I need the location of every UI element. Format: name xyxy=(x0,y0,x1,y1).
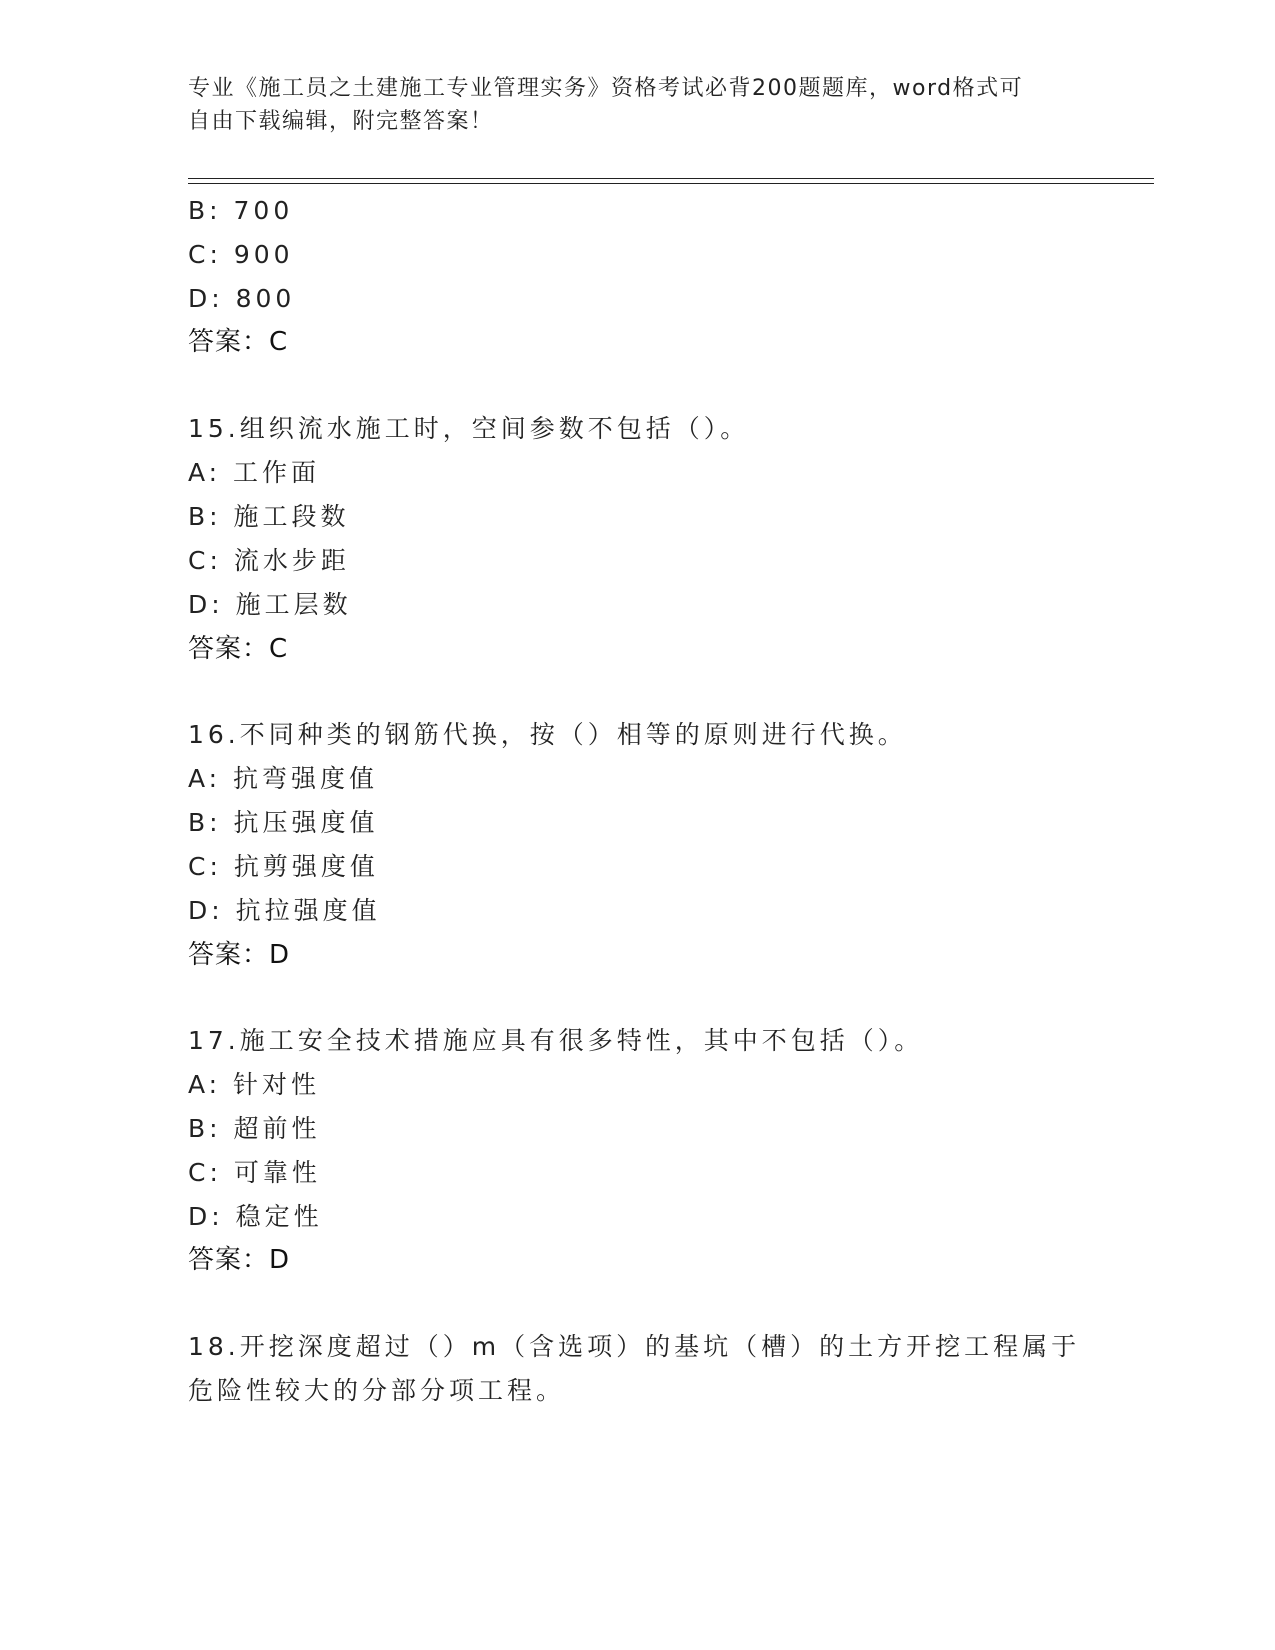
header-rule-bottom xyxy=(188,183,1154,184)
header-rule-top xyxy=(188,178,1154,179)
q18-question-line-2: 危险性较大的分部分项工程。 xyxy=(188,1376,566,1405)
q15-answer: 答案：C xyxy=(188,634,289,664)
q16-option-b: B: 抗压强度值 xyxy=(188,808,379,837)
document-header xyxy=(188,72,1068,138)
q17-question: 17.施工安全技术措施应具有很多特性，其中不包括（）。 xyxy=(188,1026,924,1055)
q15-option-a: A: 工作面 xyxy=(188,458,321,487)
q15-question: 15.组织流水施工时，空间参数不包括（）。 xyxy=(188,414,750,443)
q18-question-line-1: 18.开挖深度超过（）m（含选项）的基坑（槽）的土方开挖工程属于 xyxy=(188,1332,1081,1361)
header-line-1: 专业《施工员之土建施工专业管理实务》资格考试必背200题题库，word格式可 xyxy=(188,76,1024,101)
q14-option-b: B: 700 xyxy=(188,196,294,225)
q15-option-d: D: 施工层数 xyxy=(188,590,352,619)
q14-option-c: C: 900 xyxy=(188,240,294,269)
q17-option-b: B: 超前性 xyxy=(188,1114,321,1143)
q16-option-d: D: 抗拉强度值 xyxy=(188,896,381,925)
q15-option-c: C: 流水步距 xyxy=(188,546,350,575)
q16-question: 16.不同种类的钢筋代换，按（）相等的原则进行代换。 xyxy=(188,720,907,749)
q17-option-a: A: 针对性 xyxy=(188,1070,321,1099)
q16-option-a: A: 抗弯强度值 xyxy=(188,764,379,793)
q16-answer: 答案：D xyxy=(188,940,291,970)
q16-option-c: C: 抗剪强度值 xyxy=(188,852,379,881)
q14-answer: 答案：C xyxy=(188,327,289,357)
q15-option-b: B: 施工段数 xyxy=(188,502,350,531)
q14-option-d: D: 800 xyxy=(188,284,296,313)
q17-answer: 答案：D xyxy=(188,1245,291,1275)
header-line-2: 自由下载编辑，附完整答案！ xyxy=(188,109,494,134)
q17-option-c: C: 可靠性 xyxy=(188,1158,321,1187)
q17-option-d: D: 稳定性 xyxy=(188,1202,323,1231)
